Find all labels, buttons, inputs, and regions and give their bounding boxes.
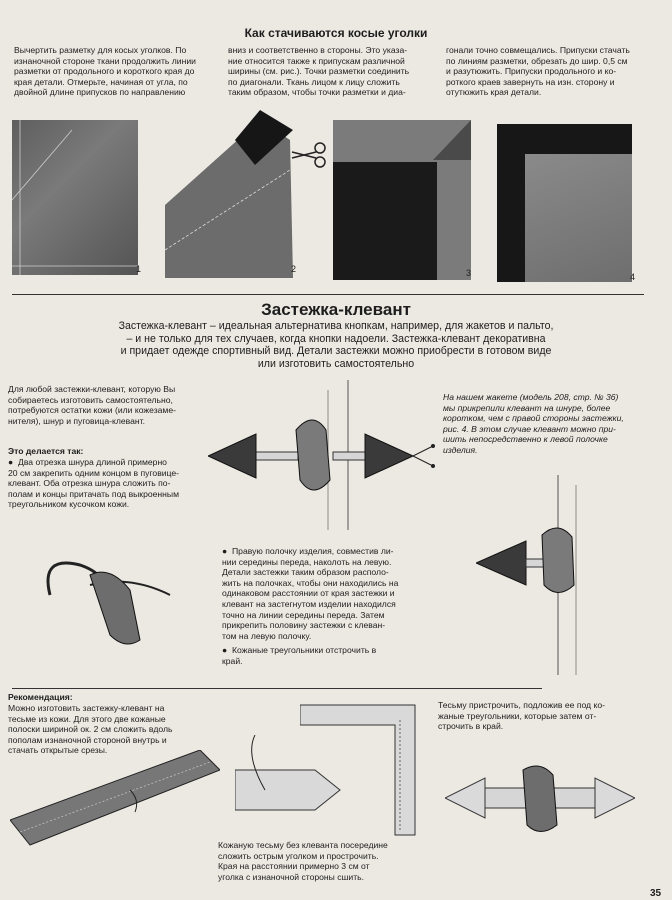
jacket-toggle-illustration (476, 475, 606, 675)
section1-col1: Вычертить разметку для косых уголков. По изнаночной стороне ткани продолжить линии разметки от продольного и короткого края до края детали. Отмерьте, начиная от угла, по двойной длине припусков по направлению (14, 45, 196, 98)
step3-block (222, 645, 428, 666)
corner-photo-2 (165, 110, 295, 278)
corner-photo-1 (12, 120, 138, 275)
step1-block (8, 457, 213, 510)
bottom-note: Кожаную тесьму без клеванта посередине сложить острым уголком и прострочить. Края на расстоянии примерно 3 см от уголка с изнаночной стороны сшить. (218, 840, 388, 882)
how-heading: Это делается так: (8, 446, 84, 456)
jacket-note: На нашем жакете (модель 208, стр. № 36) мы прикрепили клевант на шнуре, более коротком, чем с правой стороны застежки, рис. 4. В этом случае клевант можно при- шить непосредственно к левой полочке изделия. (443, 392, 624, 455)
page-number: 35 (650, 888, 662, 899)
bullet: ● (222, 546, 228, 556)
marking-lines (12, 120, 138, 275)
tape-note: Тесьму пристрочить, подложив ее под ко- жаные треугольники, которые затем от- строчить в край. (438, 700, 605, 732)
photo-number-3: 3 (466, 268, 472, 278)
recommendation-divider (12, 688, 542, 689)
section2-title: Застежка-клевант (261, 300, 411, 319)
toggle-fastening-illustration (208, 380, 438, 530)
photo-number-1: 1 (136, 264, 142, 274)
section-divider (12, 294, 644, 295)
photo-number-4: 4 (630, 272, 636, 282)
tape-toggle-illustration (445, 760, 635, 840)
step3-text: Кожаные треугольники отстрочить в край. (222, 645, 377, 666)
mitered-corner (333, 120, 471, 280)
scissors-icon (290, 140, 330, 170)
cord-loop-illustration (30, 545, 200, 655)
intro-text: Для любой застежки-клевант, которую Вы собираетесь изготовить самостоятельно, потребуются остатки кожи (или кожезаме- нителя), шнур и пуговица-клевант. (8, 384, 176, 426)
step2-block (222, 546, 428, 641)
bullet: ● (222, 645, 228, 655)
section2-lead: Застежка-клевант – идеальная альтернатива кнопкам, например, для жакетов и пальто, – и не только для тех случаев, когда кнопки надоели. Застежка-клевант декоративна и придает одежде спортивный вид. Детали застежки можно приобрести в готовом виде или изготовить самостоятельно (118, 320, 554, 370)
recommendation-text: Можно изготовить застежку-клевант на тесьме из кожи. Для этого две кожаные полоски шириной ок. 2 см сложить вдоль пополам изнаночной стороной внутрь и стачать открытые срезы. (8, 703, 173, 756)
section1-title: Как стачиваются косые уголки (244, 26, 428, 40)
step2-text: Правую полочку изделия, совместив ли- нии середины переда, наколоть на левую. Детали застежки таким образом располо- жить на полочках, чтобы они находились на одинаковом расстоянии от края застежки и клевант на застегнутом изделии находился точно на линии середины переда. Затем прикрепить половину застежки с клеван- том на левую полочку. (222, 546, 399, 641)
recommendation-heading: Рекомендация: (8, 692, 73, 702)
corner-photo-4 (497, 124, 632, 282)
photo-number-2: 2 (291, 264, 297, 274)
section1-col2: вниз и соответственно в стороны. Это указа- ние относится также к припускам различной ширины (см. рис.). Точки разметки соединить по диагонали. Ткань лицом к лицу сложить таким образом, чтобы точки разметки и диа- (228, 45, 410, 98)
step1-text: Два отрезка шнура длиной примерно 20 см закрепить одним концом в пуговице- клевант. Оба отрезка шнура сложить по- полам и концы притачать под выкроенным треугольником кусочком кожи. (8, 457, 180, 510)
folded-fabric (165, 110, 295, 278)
leather-strip-illustration (10, 750, 220, 850)
sewn-tip-illustration (235, 735, 345, 825)
section1-col3: гонали точно совмещались. Припуски стачать по линиям разметки, обрезать до шир. 0,5 см и разутюжить. Припуски продольного и ко- роткого краев завернуть на изн. сторону и отутюжить края детали. (446, 45, 630, 98)
corner-photo-3 (333, 120, 471, 280)
bullet: ● (8, 457, 14, 467)
